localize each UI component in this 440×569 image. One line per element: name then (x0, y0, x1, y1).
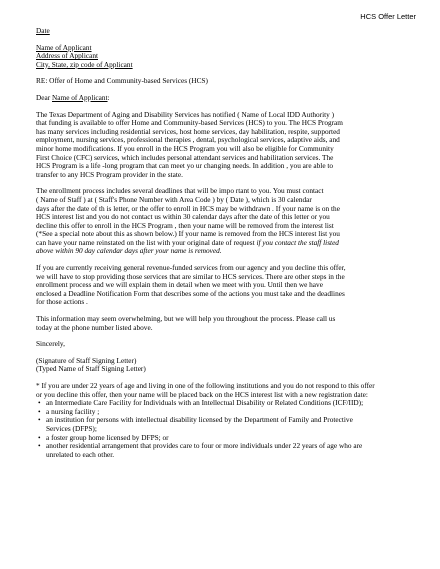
list-item-text: • a nursing facility ; (46, 406, 100, 416)
text-line: days after the date of th is letter, or the offer to enroll in HCS may be withdrawn . If your name is on the (36, 203, 340, 213)
applicant-city-state-zip: City, State, zip code of Applicant (36, 59, 133, 69)
text-line: HCS interest list and you do not contact us within 30 calendar days after the date of this letter or you (36, 212, 330, 222)
text-line: or you decline this offer, then your name will be placed back on the HCS interest list with a new registration date: (36, 389, 368, 399)
text-line: The Texas Department of Aging and Disability Services has notified ( Name of Local IDD Authority ) (36, 109, 335, 119)
text-line: for those actions . (36, 297, 88, 307)
list-item (46, 442, 414, 459)
salutation-name: Name of Applicant (52, 92, 108, 102)
list-item-text: • an institution for persons with intellectual disability licensed by the Department of Family and Protective (46, 415, 353, 425)
typed-name-placeholder: (Typed Name of Staff Signing Letter) (36, 364, 146, 374)
text-line: minor home modifications. If you enroll in the HCS Program you will also be eligible for Community (36, 143, 334, 153)
list-item (46, 399, 414, 408)
date-field: Date (36, 26, 50, 35)
text-line: that funding is available to offer Home and Community-based Services (HCS) to you. The HCS Program (36, 118, 343, 128)
special-note (36, 382, 414, 459)
text-line: has many services including residential services, host home services, day habilitation, respite, supported (36, 126, 340, 136)
paragraph-enrollment (36, 187, 414, 256)
letter-body (36, 27, 414, 459)
list-item (46, 416, 414, 433)
text-line: HCS Program is a life -long program that can meet yo ur changing needs. In addition , you are able to (36, 161, 334, 171)
list-item-text: • an Intermediate Care Facility for Individuals with an Intellectual Disability or Related Conditions (ICF/IID); (46, 398, 364, 408)
italic-line: above within 90 day calendar days after your name is removed. (36, 246, 222, 256)
text-line: If you are currently receiving general revenue-funded services from our agency and you decline this offer, (36, 263, 346, 273)
closing: Sincerely, (36, 339, 65, 349)
list-item-text: • a foster group home licensed by DFPS; or (46, 432, 169, 442)
subject-line: RE: Offer of Home and Community-based Services (HCS) (36, 76, 208, 86)
text-line: enclosed a Deadline Notification Form that describes some of the actions you must take and the deadlines (36, 288, 345, 298)
text-line: transfer to any HCS Program provider in the state. (36, 169, 183, 179)
text-line: This information may seem overwhelming, but we will help you throughout the process. Please call us (36, 314, 336, 324)
text-line: we will have to stop providing those services that are similar to HCS services. There are other steps in the (36, 271, 345, 281)
list-item-text: unrelated to each other. (46, 449, 115, 459)
salutation (36, 94, 414, 103)
paragraph-intro (36, 111, 414, 180)
text-line: employment, nursing services, professional therapies , dental, psychological services, adaptive aids, and (36, 135, 340, 145)
list-item-text: • another residential arrangement that provides care to four or more individuals under 22 years of age who are (46, 441, 363, 451)
text-line: * If you are under 22 years of age and living in one of the following institutions and you do not respond to this offer (36, 381, 375, 390)
text-line: enrollment process and we will explain them in detail when we meet with you. Until then we have (36, 280, 323, 290)
institution-list (36, 399, 414, 459)
applicant-address: Address of Applicant (36, 51, 99, 61)
paragraph-closing-note (36, 315, 414, 332)
document-title: HCS Offer Letter (360, 12, 416, 21)
text-line: First Choice (CFC) services, which includes personal attendant services and habilitation services. The (36, 152, 334, 162)
paragraph-services (36, 264, 414, 307)
salutation-prefix: Dear (36, 92, 51, 102)
text-line: (*See a special note about this as shown below.) If your name is removed from the HCS interest list you (36, 229, 340, 239)
applicant-name: Name of Applicant (36, 42, 92, 52)
text-line: decline this offer to enroll in the HCS Program , then your name will be removed from the interest list (36, 220, 334, 230)
text-line: The enrollment process includes several deadlines that will be impo rtant to you. You must contact (36, 186, 324, 196)
list-item-text: Services (DFPS); (46, 423, 97, 433)
italic-segment: if you contact the staff listed (256, 237, 339, 247)
text-segment: can have your name reinstated on the list with your original date of request (36, 237, 255, 247)
salutation-suffix: : (107, 92, 110, 102)
text-line: ( Name of Staff ) at ( Staff's Phone Number with Area Code ) by ( Date ), which is 30 calendar (36, 194, 312, 204)
text-line: today at the phone number listed above. (36, 322, 153, 332)
signature-placeholder: (Signature of Staff Signing Letter) (36, 355, 137, 365)
